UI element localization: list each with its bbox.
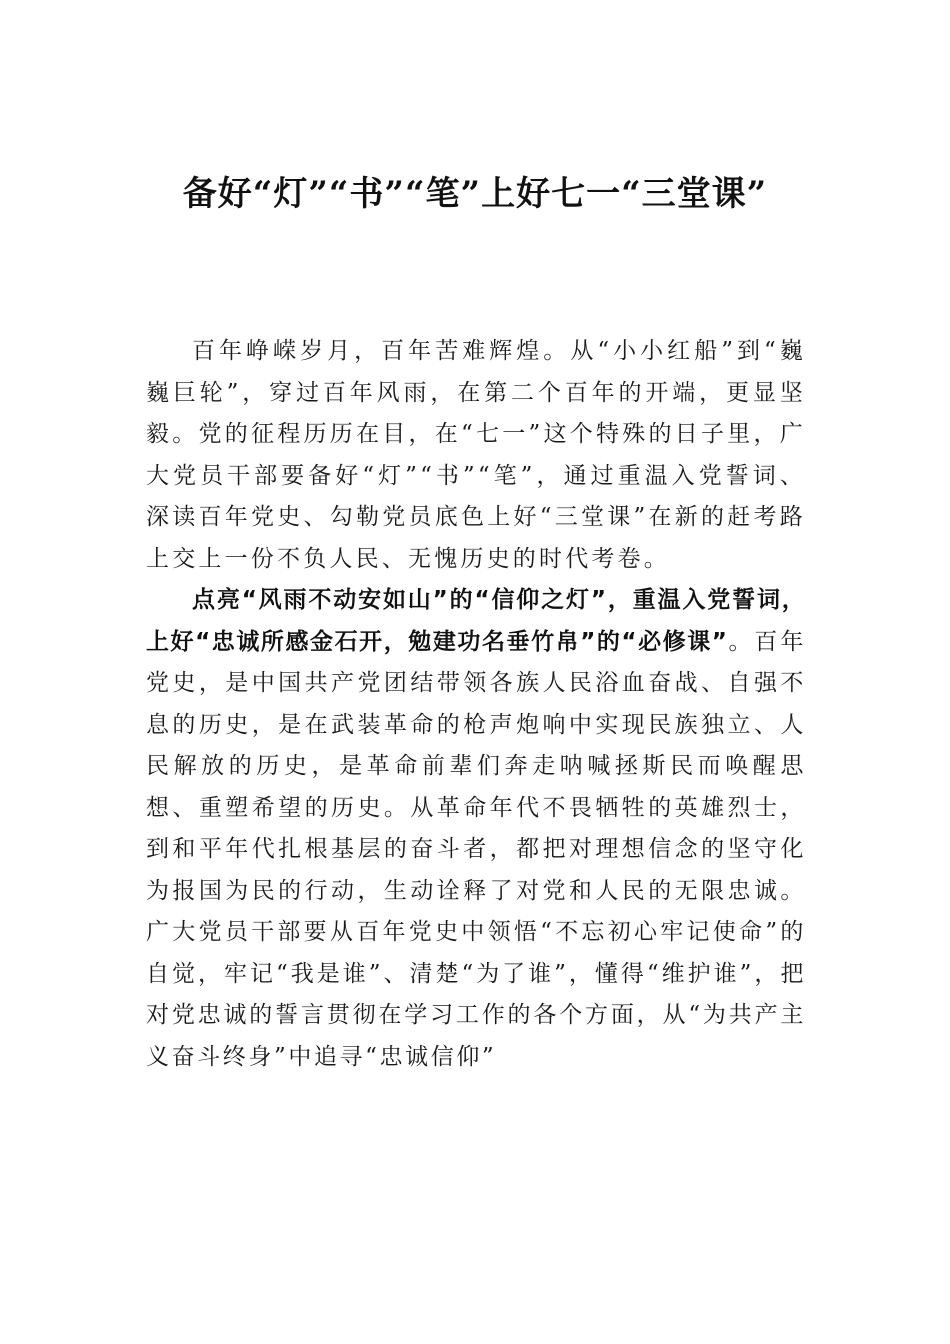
document-title: 备好“灯”“书”“笔”上好七一“三堂课” [182,174,768,214]
section-one-text: 。百年党史，是中国共产党团结带领各族人民浴血奋战、自强不息的历史，是在武装革命的枪声炮响中实现民族独立、人民解放的历史，是革命前辈们奔走呐喊拯斯民而唤醒思想、重塑希望的历史。从革命年代不畏牺牲的英雄烈士，到和平年代扎根基层的奋斗者，都把对理想信念的坚守化为报国为民的行动，生动诠释了对党和人民的无限忠诚。广大党员干部要从百年党史中领悟“不忘初心牢记使命”的自觉，牢记“我是谁”、清楚“为了谁”，懂得“维护谁”，把对党忠诚的誓言贯彻在学习工作的各个方面，从“为共产主义奋斗终身”中追寻“忠诚信仰” [146,628,806,1070]
paragraph-intro-text: 百年峥嵘岁月，百年苦难辉煌。从“小小红船”到“巍巍巨轮”，穿过百年风雨，在第二个百年的开端，更显坚毅。党的征程历历在目，在“七一”这个特殊的日子里，广大党员干部要备好“灯”“书”“笔”，通过重温入党誓词、深读百年党史、勾勒党员底色上好“三堂课”在新的赶考路上交上一份不负人民、无愧历史的时代考卷。 [146,338,806,572]
paragraph-intro [146,331,806,580]
section-one-heading: 点亮“风雨不动安如山”的“信仰之灯”，重温入党誓词，上好“忠诚所感金石开，勉建功名垂竹帛”的“必修课” [146,587,806,655]
document-body [146,331,806,1078]
paragraph-section-one [146,580,806,1078]
